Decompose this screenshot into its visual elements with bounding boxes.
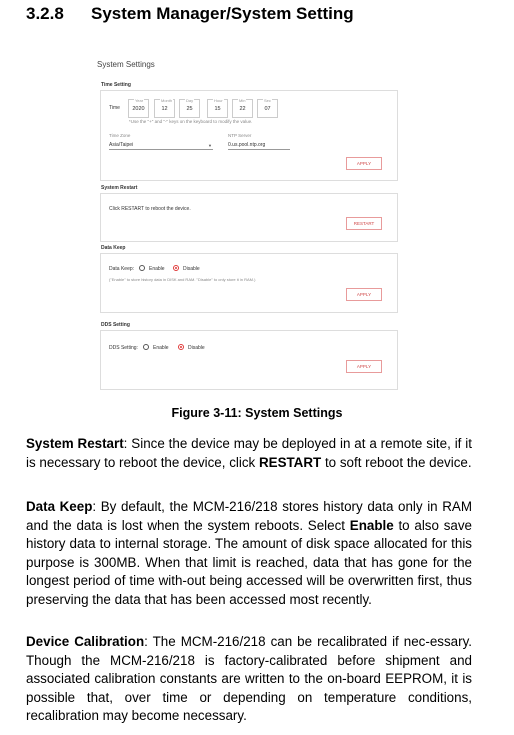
p2-text-a: : By default, the MCM-216/218 stores history data only in RAM and the data is lost when the system reboots. Select [26, 499, 472, 533]
chevron-down-icon: ▼ [208, 143, 212, 148]
second-field[interactable] [257, 99, 278, 118]
year-field[interactable] [128, 99, 149, 118]
section-number: 3.2.8 [26, 4, 64, 23]
month-value: 12 [161, 106, 168, 112]
data-keep-panel [100, 253, 398, 313]
dds-setting-panel [100, 330, 398, 390]
minute-caption: Min [239, 98, 246, 103]
data-keep-note: ("Enable" to store history data in DISK and RAM. "Disable" to only store it in RAM.) [109, 277, 256, 282]
year-caption: Year [135, 98, 144, 103]
screenshot-title: System Settings [97, 60, 155, 69]
ntp-server-input[interactable]: 0.us.pool.ntp.org [228, 142, 266, 148]
p1-text-c: to soft reboot the device. [321, 454, 472, 470]
timezone-underline [109, 149, 213, 150]
day-value: 25 [186, 106, 193, 112]
minute-field[interactable] [232, 99, 253, 118]
dds-enable-label: Enable [153, 345, 169, 351]
day-field[interactable] [179, 99, 200, 118]
section-heading [26, 4, 354, 24]
hour-caption: Hour [214, 98, 223, 103]
section-title: System Manager/System Setting [91, 4, 354, 23]
system-settings-screenshot [93, 54, 401, 398]
data-keep-disable-radio[interactable] [173, 265, 179, 271]
minute-value: 22 [239, 106, 246, 112]
data-keep-disable-label: Disable [183, 266, 200, 272]
p2-enable-keyword: Enable [349, 517, 394, 533]
day-caption: Day [186, 98, 194, 103]
time-hint: *Use the "+" and "-" keys on the keyboard to modify the value. [129, 119, 253, 124]
restart-button[interactable]: RESTART [346, 217, 382, 230]
dds-enable-radio[interactable] [143, 344, 149, 350]
dds-apply-button[interactable]: APPLY [346, 360, 382, 373]
month-caption: Month [161, 98, 173, 103]
paragraph-device-calibration [26, 633, 472, 726]
month-field[interactable] [154, 99, 175, 118]
data-keep-field-label: Data Keep: [109, 266, 135, 272]
time-apply-button[interactable]: APPLY [346, 157, 382, 170]
figure-caption: Figure 3-11: System Settings [171, 406, 343, 420]
p3-text-a: : The MCM-216/218 can be recalibrated if nec-essary. Though the MCM-216/218 is factory-calibrated before shipment and associated calibration constants are written to the on-board EEPROM, it is possible that, over time or depending on temperature conditions, recalibration may become necessary. [26, 634, 472, 724]
ntp-server-label: NTP Server [228, 133, 252, 138]
time-setting-label: Time Setting [101, 82, 131, 88]
second-caption: Sec [264, 98, 271, 103]
data-keep-label: Data Keep [101, 245, 126, 251]
hour-value: 15 [214, 106, 221, 112]
data-keep-apply-button[interactable]: APPLY [346, 288, 382, 301]
term-system-restart: System Restart [26, 436, 124, 451]
timezone-select[interactable]: Asia/Taipei [109, 142, 134, 148]
data-keep-enable-label: Enable [149, 266, 165, 272]
time-setting-panel [100, 90, 398, 181]
hour-field[interactable] [207, 99, 228, 118]
data-keep-enable-radio[interactable] [139, 265, 145, 271]
p1-text-a: : Since the device may be deployed in at a remote site, if it is necessary to reboot the device, click [26, 436, 472, 470]
p1-restart-keyword: RESTART [258, 454, 322, 470]
p2-text-c: to also save history data to internal storage. The amount of disk space allocated for this purpose is 300MB. When that limit is reached, data that has gone for the longest period of time with-out being accessed will be overwritten first, thus preserving the data that has been accessed most recently. [26, 517, 472, 607]
dds-field-label: DDS Setting: [109, 345, 138, 351]
system-restart-panel [100, 193, 398, 242]
system-restart-label: System Restart [101, 185, 138, 191]
ntp-underline [228, 149, 290, 150]
term-data-keep: Data Keep [26, 499, 93, 514]
paragraph-data-keep [26, 498, 472, 610]
paragraph-system-restart [26, 435, 472, 472]
dds-disable-radio[interactable] [178, 344, 184, 350]
time-label: Time [109, 105, 120, 111]
second-value: 07 [264, 106, 271, 112]
dds-setting-label: DDS Setting [101, 322, 130, 328]
year-value: 2020 [132, 106, 145, 112]
term-device-calibration: Device Calibration [26, 634, 145, 649]
dds-disable-label: Disable [188, 345, 205, 351]
restart-instruction: Click RESTART to reboot the device. [109, 206, 191, 212]
timezone-label: Time Zone [109, 133, 131, 138]
